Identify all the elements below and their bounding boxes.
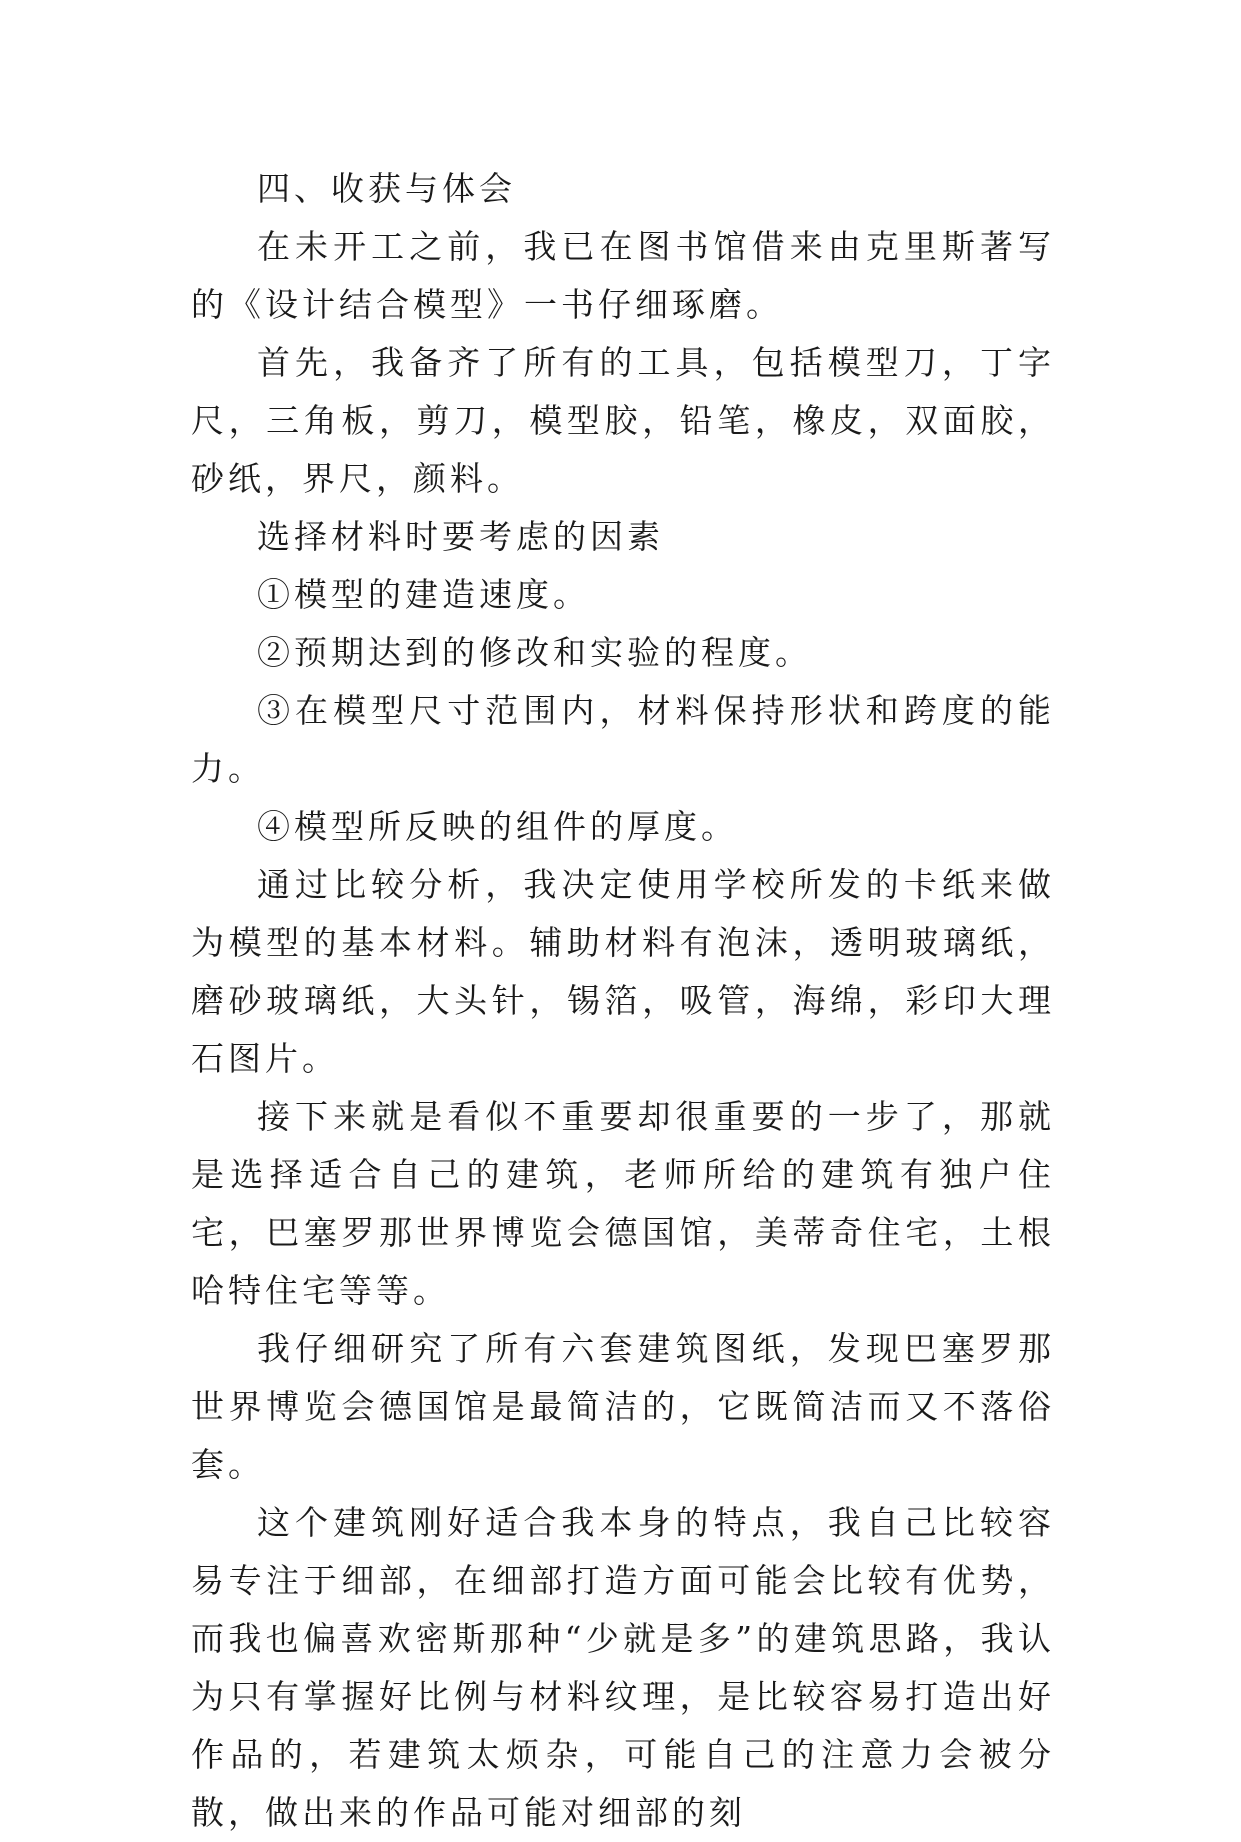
list-item: ③在模型尺寸范围内，材料保持形状和跨度的能力。 (191, 691, 1055, 788)
list-item: ①模型的建造速度。 (257, 575, 590, 614)
paragraph: 通过比较分析，我决定使用学校所发的卡纸来做为模型的基本材料。辅助材料有泡沫，透明玻璃纸，磨砂玻璃纸，大头针，锡箔，吸管，海绵，彩印大理石图片。 (191, 865, 1055, 1078)
list-item: ④模型所反映的组件的厚度。 (257, 807, 738, 846)
document-body (191, 160, 1055, 1842)
paragraph: 首先，我备齐了所有的工具，包括模型刀，丁字尺，三角板，剪刀，模型胶，铅笔，橡皮，双面胶，砂纸，界尺，颜料。 (191, 343, 1055, 498)
paragraph: 在未开工之前，我已在图书馆借来由克里斯著写的《设计结合模型》一书仔细琢磨。 (191, 227, 1055, 324)
paragraph: 这个建筑刚好适合我本身的特点，我自己比较容易专注于细部，在细部打造方面可能会比较有优势，而我也偏喜欢密斯那种“少就是多”的建筑思路，我认为只有掌握好比例与材料纹理，是比较容易打造出好作品的，若建筑太烦杂，可能自己的注意力会被分散，做出来的作品可能对细部的刻 (191, 1503, 1055, 1832)
paragraph: 选择材料时要考虑的因素 (257, 517, 664, 556)
section-heading: 四、收获与体会 (257, 169, 516, 208)
paragraph: 我仔细研究了所有六套建筑图纸，发现巴塞罗那世界博览会德国馆是最简洁的，它既简洁而又不落俗套。 (191, 1329, 1055, 1484)
list-item: ②预期达到的修改和实验的程度。 (257, 633, 812, 672)
paragraph: 接下来就是看似不重要却很重要的一步了，那就是选择适合自己的建筑，老师所给的建筑有独户住宅，巴塞罗那世界博览会德国馆，美蒂奇住宅，土根哈特住宅等等。 (191, 1097, 1055, 1310)
